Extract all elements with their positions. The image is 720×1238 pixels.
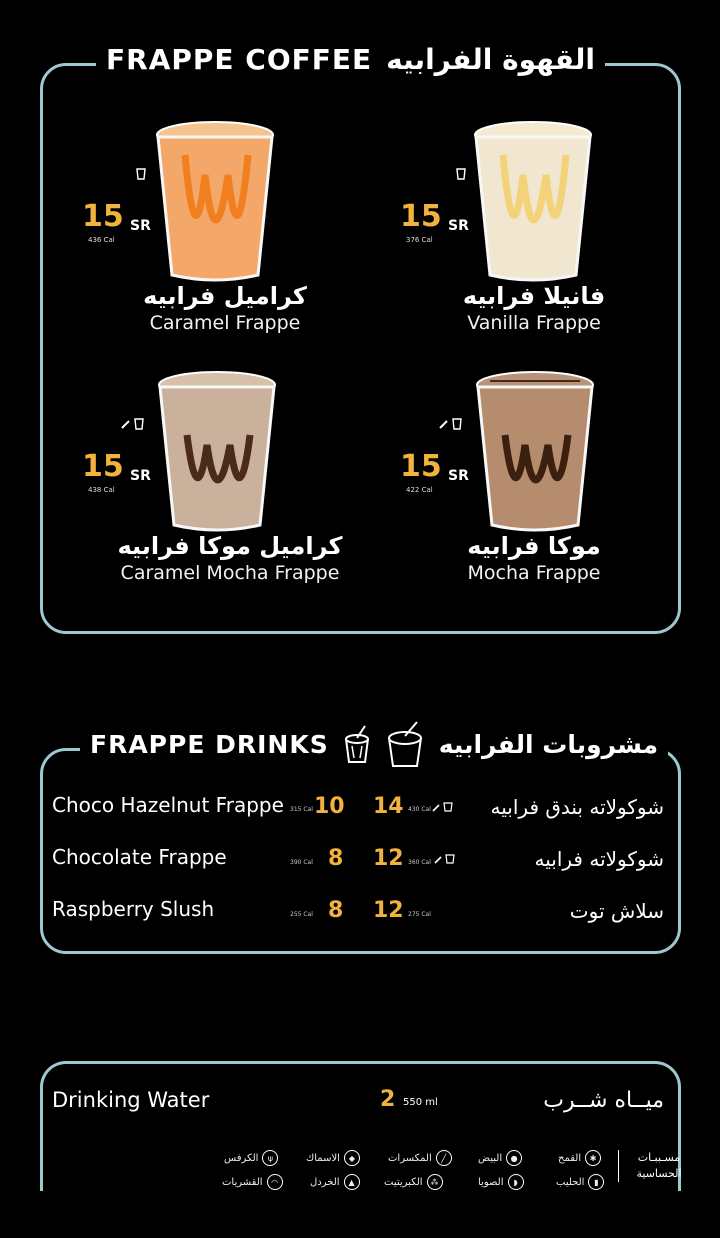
drink-large-cal: 275 Cal <box>408 911 431 918</box>
allergen-soy: ◗ الصويا <box>478 1174 524 1190</box>
mocha-frappe-currency: SR <box>448 468 469 484</box>
drink-name-ar: سلاش توت <box>569 899 664 923</box>
water-section <box>40 1061 681 1191</box>
water-name-en: Drinking Water <box>52 1088 210 1112</box>
drink-name-ar: شوكولاته فرابيه <box>534 847 664 871</box>
frappe-coffee-title-ar: القهوة الفرابيه <box>386 42 595 76</box>
caramel-mocha-frappe-price: 15 <box>82 449 124 484</box>
vanilla-frappe-currency: SR <box>448 218 469 234</box>
caramel-frappe-cal: 436 Cal <box>88 236 115 244</box>
allergen-fish: ◆ الاسماك <box>306 1150 360 1166</box>
caramel-mocha-frappe-name-ar: كراميل موكا فرابيه <box>117 532 343 560</box>
allergen-milk-nut-icon <box>432 802 454 812</box>
water-price: 2 <box>380 1087 396 1112</box>
caramel-frappe-name-ar: كراميل فرابيه <box>143 282 307 310</box>
drink-name-en: Chocolate Frappe <box>52 845 227 869</box>
drink-small-price: 8 <box>328 846 344 871</box>
egg-icon: ● <box>506 1150 522 1166</box>
frappe-drinks-title <box>80 712 668 776</box>
drink-large-price: 14 <box>373 794 404 819</box>
drink-large-price: 12 <box>373 898 404 923</box>
frappe-coffee-title-en: FRAPPE COFFEE <box>106 42 373 76</box>
cup-size-icon <box>456 168 466 180</box>
vanilla-frappe-price: 15 <box>400 199 442 234</box>
allergen-eggs: ● البيض <box>478 1150 522 1166</box>
allergens-heading <box>618 1150 693 1182</box>
mocha-frappe-name-ar: موكا فرابيه <box>467 532 601 560</box>
sulphite-icon: ⁂ <box>427 1174 443 1190</box>
caramel-mocha-frappe-cal: 438 Cal <box>88 486 115 494</box>
drink-large-cal: 430 Cal <box>408 806 431 813</box>
drink-large-price: 12 <box>373 846 404 871</box>
allergen-sulphites: ⁂ الكبريتيت <box>384 1174 443 1190</box>
drink-name-ar: شوكولاته بندق فرابيه <box>490 795 664 819</box>
drink-small-price: 8 <box>328 898 344 923</box>
allergens-heading-line1: مسـببـات <box>637 1151 681 1164</box>
cup-size-icon <box>136 168 146 180</box>
caramel-mocha-frappe-cup-image <box>152 365 282 535</box>
water-name-ar: ميــاه شــرب <box>543 1088 664 1113</box>
caramel-frappe-price: 15 <box>82 199 124 234</box>
frappe-drinks-title-en: FRAPPE DRINKS <box>90 729 329 759</box>
vanilla-frappe-cal: 376 Cal <box>406 236 433 244</box>
allergen-milk-nut-icon <box>434 854 456 864</box>
mocha-frappe-cal: 422 Cal <box>406 486 433 494</box>
milk-icon: ▮ <box>588 1174 604 1190</box>
mocha-frappe-price: 15 <box>400 449 442 484</box>
allergen-milk-nut-icon <box>120 418 146 430</box>
coffee-card-caramel-frappe[interactable] <box>60 110 390 360</box>
drink-name-en: Choco Hazelnut Frappe <box>52 793 284 817</box>
allergen-milk: ▮ الحليب <box>556 1174 604 1190</box>
caramel-frappe-cup-image <box>150 115 280 285</box>
mocha-frappe-cup-image <box>470 365 600 535</box>
small-cup-icon <box>343 724 371 764</box>
allergen-wheat: ✱ القمح <box>558 1150 601 1166</box>
caramel-mocha-frappe-currency: SR <box>130 468 151 484</box>
vanilla-frappe-name-en: Vanilla Frappe <box>467 312 601 334</box>
wheat-icon: ✱ <box>585 1150 601 1166</box>
caramel-mocha-frappe-name-en: Caramel Mocha Frappe <box>120 562 340 584</box>
soy-icon: ◗ <box>508 1174 524 1190</box>
allergen-celery: ψ الكرفس <box>224 1150 278 1166</box>
large-cup-icon <box>385 720 425 768</box>
allergens-heading-line2: الحساسية <box>636 1167 682 1180</box>
caramel-frappe-currency: SR <box>130 218 151 234</box>
allergen-mustard: ▲ الخردل <box>310 1174 360 1190</box>
caramel-frappe-name-en: Caramel Frappe <box>149 312 301 334</box>
vanilla-frappe-cup-image <box>468 115 598 285</box>
vanilla-frappe-name-ar: فانيلا فرابيه <box>462 282 606 310</box>
frappe-coffee-title <box>96 42 605 76</box>
drink-small-cal: 315 Cal <box>290 806 313 813</box>
drink-large-cal: 360 Cal <box>408 859 431 866</box>
drink-name-en: Raspberry Slush <box>52 897 215 921</box>
coffee-card-mocha-frappe[interactable] <box>378 360 708 610</box>
nut-icon: ╱ <box>436 1150 452 1166</box>
mustard-icon: ▲ <box>344 1174 360 1190</box>
crab-icon: ◠ <box>267 1174 283 1190</box>
fish-icon: ◆ <box>344 1150 360 1166</box>
allergen-nuts: ╱ المكسرات <box>388 1150 452 1166</box>
frappe-drinks-title-ar: مشروبات الفرابيه <box>438 729 659 759</box>
coffee-card-vanilla-frappe[interactable] <box>378 110 708 360</box>
drink-small-price: 10 <box>314 794 345 819</box>
allergen-crustaceans: ◠ القشريات <box>222 1174 283 1190</box>
coffee-card-caramel-mocha-frappe[interactable] <box>60 360 390 610</box>
mocha-frappe-name-en: Mocha Frappe <box>467 562 601 584</box>
celery-icon: ψ <box>262 1150 278 1166</box>
drink-small-cal: 255 Cal <box>290 911 313 918</box>
drink-small-cal: 390 Cal <box>290 859 313 866</box>
water-volume: 550 ml <box>403 1097 438 1108</box>
allergen-milk-nut-icon <box>438 418 464 430</box>
